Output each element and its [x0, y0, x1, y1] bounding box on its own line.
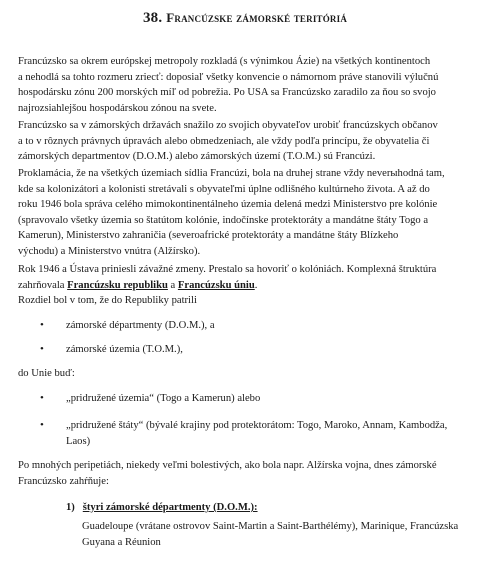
union-intro — [18, 366, 476, 382]
bullet-icon: • — [40, 419, 44, 431]
page-title — [0, 10, 490, 27]
section-text — [82, 519, 476, 550]
text-line — [18, 278, 476, 294]
list-item — [66, 418, 476, 449]
list-item: zámorské départmenty (D.O.M.), a — [66, 320, 215, 331]
text-line: Rok 1946 a Ústava priniesli závažné zmeny. Prestalo sa hovoriť o kolóniách. Komplexná štruktúra — [18, 264, 437, 275]
text-line: Guadeloupe (vrátane ostrovov Saint-Martin a Saint-Barthélémy), Marinique, Francúzska — [82, 521, 459, 532]
link-francuzska-republika[interactable]: Francúzsku republiku — [67, 279, 168, 291]
text-line: „pridružené štáty“ (bývalé krajiny pod protektorátom: Togo, Maroko, Annam, Kambodža, — [66, 420, 448, 431]
text-fragment: a — [167, 279, 178, 291]
title-text: Francúzske zámorské teritóriá — [166, 10, 348, 25]
text-line: Laos) — [66, 435, 91, 447]
text-line: Francúzsko sa v zámorských državách snažilo zo svojich obyvateľov urobiť francúzskych občanov — [18, 120, 438, 131]
list-item: „pridružené územia“ (Togo a Kamerun) alebo — [66, 393, 261, 404]
text-line: zámorských departmentov (D.O.M.) alebo zámorských území (T.O.M.) sú Francúzi. — [18, 151, 376, 163]
paragraph-3 — [18, 166, 476, 260]
text-fragment: . — [254, 279, 258, 291]
bullet-icon: • — [40, 343, 44, 355]
paragraph-4 — [18, 262, 476, 309]
text-fragment: zahrňovala — [18, 279, 68, 291]
text-line: Rozdiel bol v tom, že do Republiky patrili — [18, 295, 197, 307]
text-line: roku 1946 bola správa celého mimokontinentálneho územia delená medzi Ministerstvo pre kolónie — [18, 199, 438, 211]
text-line: východu) a Ministerstvo vnútra (Alžírsko). — [18, 245, 201, 257]
text-line: hospodársku zónu 200 morských míľ od pobrežia. Po USA sa Francúzsko zaradilo za ňou so svojo — [18, 87, 436, 99]
bullet-icon: • — [40, 392, 44, 404]
section-number: 1) — [66, 502, 75, 513]
text-line: a to v rôznych právnych úpravách alebo obmedzeniach, ale vždy podľa princípu, že obyvatelia či — [18, 135, 430, 147]
paragraph-1 — [18, 54, 476, 116]
title-number: 38. — [142, 10, 163, 26]
paragraph-2 — [18, 118, 476, 165]
text-line: Kamerun), Ministerstvo zahraničia (severoafrické protektoráty a mandátne štáty Blízkeho — [18, 230, 399, 242]
bullet-icon: • — [40, 319, 44, 331]
link-francuzska-unia[interactable]: Francúzsku úniu — [177, 279, 255, 291]
text-line: Guyana a Réunion — [82, 536, 161, 548]
text-line: Po mnohých peripetiách, niekedy veľmi bolestivých, ako bola napr. Alžírska vojna, dnes zámorské — [18, 460, 437, 471]
text-line: najrozsiahlejšou hospodárskou zónou na svete. — [18, 102, 217, 114]
text-line: do Unie buď: — [18, 368, 75, 379]
text-line: Francúzsko sa okrem európskej metropoly rozkladá (s výnimkou Ázie) na všetkých kontinentoch — [18, 56, 431, 67]
section-title: štyri zámorské départmenty (D.O.M.): — [82, 502, 258, 513]
text-line: Proklamácia, že na všetkých územiach sídlia Francúzi, bola na druhej strane vždy neverыhodná tam, — [18, 168, 445, 179]
list-item: zámorské územia (T.O.M.), — [66, 344, 183, 355]
text-line: (spravovalo všetky územia so štatútom kolónie, indočínske protektoráty a mandátne štáty Togo a — [18, 214, 429, 226]
paragraph-5 — [18, 458, 476, 489]
section-heading — [66, 502, 258, 513]
text-line: kde sa kolonizátori a kolonisti stretávali s obyvateľmi úplne odlišného kultúrneho života. A až do — [18, 183, 430, 195]
text-line: a nehodlá sa tohto rozmeru zrieсť: doposiaľ všetky konvencie o námornom práve stanovili výlučnú — [18, 71, 439, 83]
text-line: Francúzsko zahŕňuje: — [18, 475, 109, 487]
